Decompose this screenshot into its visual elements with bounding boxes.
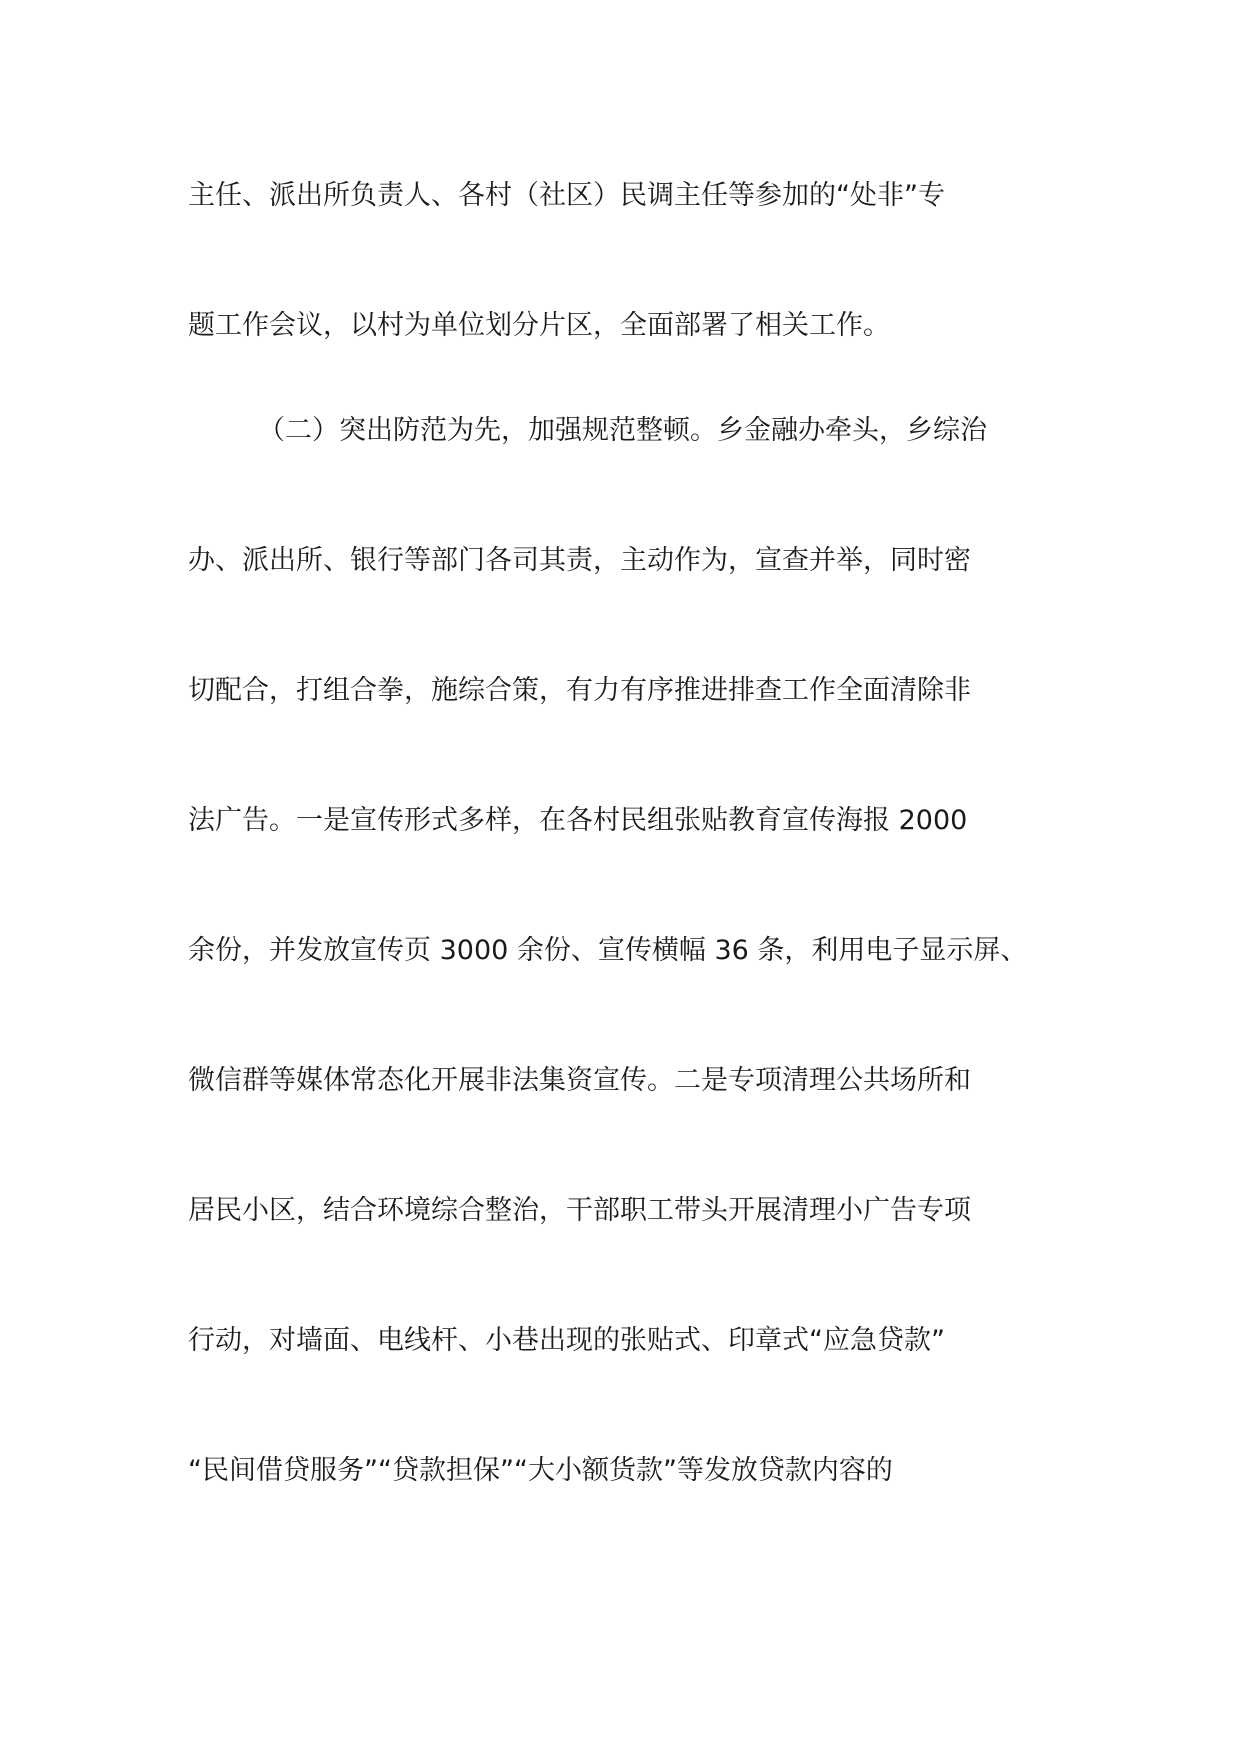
text-line-9: 居民小区，结合环境综合整治，干部职工带头开展清理小广告专项 xyxy=(188,1195,971,1226)
text-line-7: 余份，并发放宣传页 3000 余份、宣传横幅 36 条，利用电子显示屏、 xyxy=(188,935,1028,966)
text-line-4: 办、派出所、银行等部门各司其责，主动作为，宣查并举，同时密 xyxy=(188,545,971,576)
text-line-8: 微信群等媒体常态化开展非法集资宣传。二是专项清理公共场所和 xyxy=(188,1065,971,1096)
text-line-6: 法广告。一是宣传形式多样，在各村民组张贴教育宣传海报 2000 xyxy=(188,805,968,836)
text-line-5: 切配合，打组合拳，施综合策，有力有序推进排查工作全面清除非 xyxy=(188,675,971,706)
text-line-11: “民间借贷服务”“贷款担保”“大小额货款”等发放贷款内容的 xyxy=(188,1455,893,1486)
text-line-2: 题工作会议，以村为单位划分片区，全面部署了相关工作。 xyxy=(188,310,890,341)
section-heading-line: （二）突出防范为先，加强规范整顿。乡金融办牵头，乡综治 xyxy=(258,415,987,446)
text-line-1: 主任、派出所负责人、各村（社区）民调主任等参加的“处非”专 xyxy=(188,180,945,211)
text-line-10: 行动，对墙面、电线杆、小巷出现的张贴式、印章式“应急贷款” xyxy=(188,1325,945,1356)
